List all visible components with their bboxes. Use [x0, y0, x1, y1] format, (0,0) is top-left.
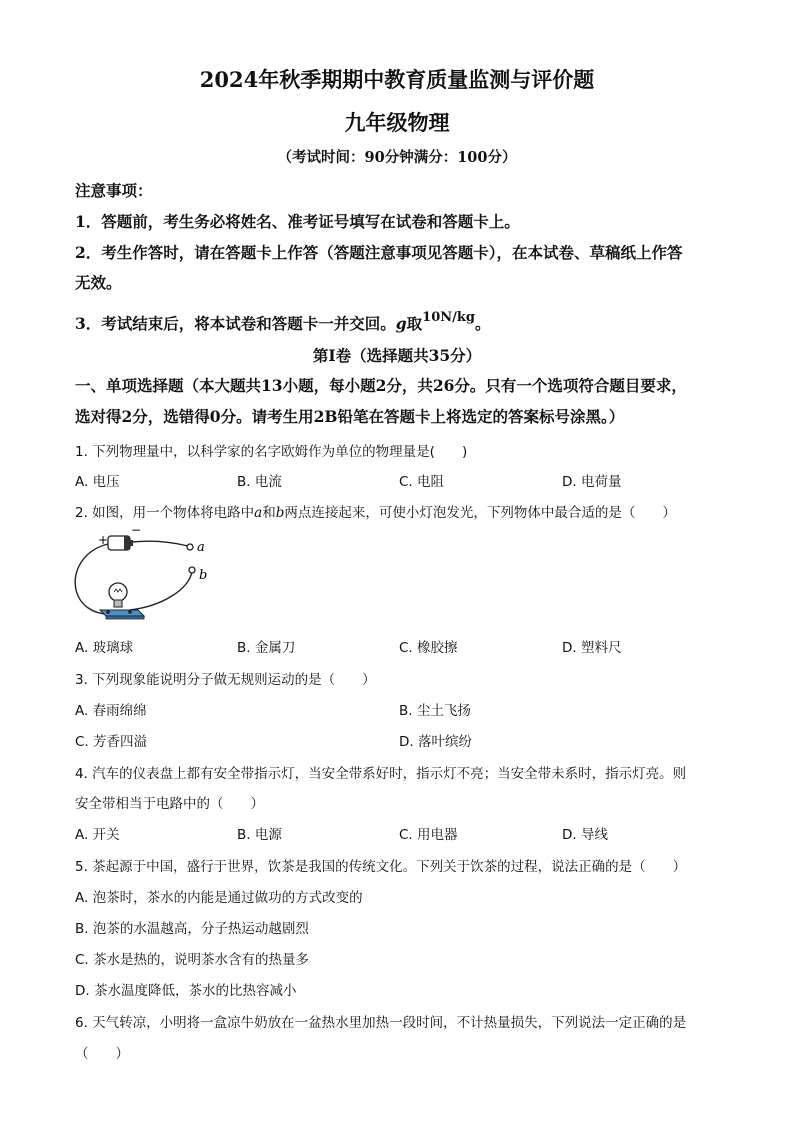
terminal-a-label: a: [197, 540, 205, 555]
q2-option-b: B. 金属刀: [237, 640, 296, 656]
part-title: 第Ⅰ卷（选择题共35分）: [312, 346, 482, 365]
circuit-wire-right: [130, 572, 192, 610]
circuit-wire-left: [75, 544, 108, 614]
note-3-end: 。: [474, 314, 491, 333]
q3-stem: 3. 下列现象能说明分子做无规则运动的是（ ）: [75, 672, 376, 688]
q5-option-c: C. 茶水是热的，说明茶水含有的热量多: [75, 952, 310, 968]
notes-heading: 注意事项：: [75, 181, 153, 200]
terminal-b-label: b: [199, 568, 208, 583]
q5-option-a: A. 泡茶时，茶水的内能是通过做功的方式改变的: [75, 890, 363, 906]
circuit-diagram: [72, 526, 222, 622]
note-3-unit: 10N/kg: [422, 310, 475, 325]
battery-plus-sign: +: [98, 533, 109, 547]
note-3: [75, 310, 491, 334]
q1-stem: 1. 下列物理量中，以科学家的名字欧姆作为单位的物理量是( ): [75, 444, 468, 460]
note-1: 1．答题前，考生务必将姓名、准考证号填写在试卷和答题卡上。: [75, 212, 520, 231]
q4-option-a: A. 开关: [75, 827, 120, 843]
q2-stem-pre: 2. 如图，用一个物体将电路中: [75, 505, 255, 521]
lamp-base: [100, 610, 144, 619]
q2-var-b: b: [275, 505, 285, 521]
q1-option-c: C. 电阻: [399, 474, 445, 490]
section-heading-line2: 选对得2分，选错得0分。请考生用2B铅笔在答题卡上将选定的答案标号涂黑。）: [75, 407, 625, 426]
note-3-text: 3．考试结束后，将本试卷和答题卡一并交回。: [75, 314, 396, 333]
q1-option-b: B. 电流: [237, 474, 282, 490]
terminal-a: [187, 544, 193, 550]
note-2-line1: 2．考生作答时，请在答题卡上作答（答题注意事项见答题卡），在本试卷、草稿纸上作答: [75, 243, 683, 262]
q2-stem: [75, 501, 676, 521]
q3-option-a: A. 春雨绵绵: [75, 703, 147, 719]
q5-option-d: D. 茶水温度降低，茶水的比热容减小: [75, 983, 297, 999]
light-bulb-icon: [109, 583, 127, 607]
q2-stem-post: 两点连接起来，可使小灯泡发光，下列物体中最合适的是（ ）: [284, 505, 676, 521]
q6-stem-line1: 6. 天气转凉，小明将一盒凉牛奶放在一盆热水里加热一段时间，不计热量损失，下列说法一定正确的是: [75, 1015, 687, 1031]
q3-option-c: C. 芳香四溢: [75, 734, 148, 750]
q2-option-a: A. 玻璃球: [75, 640, 134, 656]
q4-stem-line1: 4. 汽车的仪表盘上都有安全带指示灯，当安全带系好时，指示灯不亮；当安全带未系时，指示灯亮。则: [75, 766, 687, 782]
q2-option-c: C. 橡胶擦: [399, 640, 458, 656]
battery-icon: [108, 536, 133, 550]
exam-info: （考试时间：90分钟满分：100分）: [277, 149, 517, 166]
q2-stem-mid: 和: [262, 505, 276, 521]
q4-option-b: B. 电源: [237, 827, 282, 843]
note-2-line2: 无效。: [75, 273, 122, 292]
q3-option-d: D. 落叶缤纷: [399, 734, 472, 750]
q4-option-d: D. 导线: [562, 827, 608, 843]
terminal-b: [189, 567, 195, 573]
q1-option-a: A. 电压: [75, 474, 120, 490]
q4-option-c: C. 用电器: [399, 827, 458, 843]
circuit-wire-top: [132, 541, 188, 546]
exam-subject: 九年级物理: [344, 110, 450, 135]
note-3-take: 取: [406, 314, 423, 333]
exam-title: 2024年秋季期期中教育质量监测与评价题: [199, 67, 595, 92]
q4-stem-line2: 安全带相当于电路中的（ ）: [75, 796, 264, 812]
q2-option-d: D. 塑料尺: [562, 640, 622, 656]
q1-option-d: D. 电荷量: [562, 474, 622, 490]
q5-option-b: B. 泡茶的水温越高，分子热运动越剧烈: [75, 921, 309, 937]
section-heading-line1: 一、单项选择题（本大题共13小题，每小题2分，共26分。只有一个选项符合题目要求，: [75, 376, 687, 395]
q6-stem-line2: （ ）: [75, 1046, 129, 1062]
battery-minus-sign: −: [131, 526, 142, 537]
note-3-g: g: [395, 314, 407, 333]
q2-var-a: a: [254, 505, 263, 521]
q5-stem: 5. 茶起源于中国，盛行于世界，饮茶是我国的传统文化。下列关于饮茶的过程，说法正确的是（ ）: [75, 859, 687, 875]
q3-option-b: B. 尘土飞扬: [399, 703, 471, 719]
